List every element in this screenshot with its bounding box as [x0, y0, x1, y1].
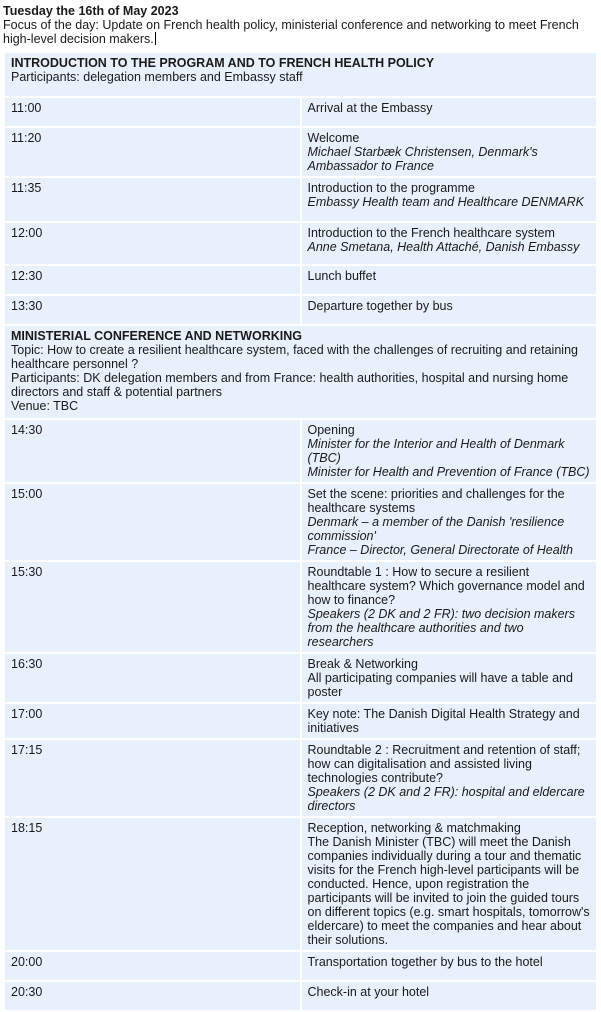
agenda-row: [4, 739, 597, 817]
row-speaker: Speakers (2 DK and 2 FR): hospital and eldercare directors: [307, 785, 585, 813]
agenda-row: [4, 483, 597, 561]
row-title: Transportation together by bus to the hotel: [307, 955, 543, 969]
agenda-row: [4, 419, 597, 483]
agenda-row: [4, 97, 597, 127]
row-body: [301, 177, 598, 222]
row-speaker: France – Director, General Directorate of Health: [307, 543, 573, 557]
row-body: [301, 739, 598, 817]
section-line: Venue: TBC: [11, 399, 79, 413]
agenda-row: [4, 817, 597, 951]
section-title: INTRODUCTION TO THE PROGRAM AND TO FRENCH HEALTH POLICY: [11, 56, 435, 70]
focus-text[interactable]: Focus of the day: Update on French health policy, ministerial conference and networking to meet French high-level decision makers.: [3, 18, 579, 46]
section-title: MINISTERIAL CONFERENCE AND NETWORKING: [11, 329, 302, 343]
row-speaker: Minister for the Interior and Health of Denmark (TBC): [307, 437, 565, 465]
row-title: Introduction to the programme: [307, 181, 475, 195]
agenda-row: [4, 177, 597, 222]
row-body: [301, 419, 598, 483]
row-title: Check-in at your hotel: [307, 985, 430, 999]
row-time: 11:35: [4, 177, 301, 222]
row-time: 18:15: [4, 817, 301, 951]
agenda-row: [4, 295, 597, 325]
row-time: 16:30: [4, 653, 301, 703]
agenda-row: [4, 561, 597, 653]
row-time: 14:30: [4, 419, 301, 483]
row-body: [301, 981, 598, 1011]
row-time: 15:30: [4, 561, 301, 653]
row-body: [301, 265, 598, 295]
row-time: 11:00: [4, 97, 301, 127]
agenda-row: [4, 265, 597, 295]
row-title: Roundtable 1 : How to secure a resilient healthcare system? Which governance model and how to finance?: [307, 565, 585, 607]
row-title: Arrival at the Embassy: [307, 101, 433, 115]
text-cursor: [155, 32, 156, 45]
row-body: [301, 97, 598, 127]
row-extra: The Danish Minister (TBC) will meet the Danish companies individually during a tour and thematic visits for the French high-level participants will be conducted. Hence, upon registration the participants will be invited to join the guided tours on different topics (e.g. smart hospitals, tomorrow's eldercare) to meet the companies and hear about their solutions.: [307, 835, 590, 947]
section-line: Participants: DK delegation members and from France: health authorities, hospital and nursing home directors and staff & potential partners: [11, 371, 569, 399]
row-title: Reception, networking & matchmaking: [307, 821, 521, 835]
row-extra: All participating companies will have a table and poster: [307, 671, 573, 699]
row-body: [301, 653, 598, 703]
row-body: [301, 295, 598, 325]
row-time: 12:30: [4, 265, 301, 295]
row-title: Set the scene: priorities and challenges for the healthcare systems: [307, 487, 565, 515]
agenda-table: [3, 51, 598, 1012]
agenda-row: [4, 951, 597, 981]
row-title: Lunch buffet: [307, 269, 377, 283]
row-time: 12:00: [4, 222, 301, 265]
row-title: Departure together by bus: [307, 299, 453, 313]
row-title: Opening: [307, 423, 355, 437]
row-speaker: Embassy Health team and Healthcare DENMARK: [307, 195, 585, 209]
agenda-row: [4, 127, 597, 177]
row-body: [301, 222, 598, 265]
agenda-row: [4, 981, 597, 1011]
agenda-row: [4, 703, 597, 739]
row-title: Roundtable 2 : Recruitment and retention of staff; how can digitalisation and assisted living technologies contribute?: [307, 743, 581, 785]
row-time: 11:20: [4, 127, 301, 177]
row-title: Welcome: [307, 131, 360, 145]
row-speaker: Speakers (2 DK and 2 FR): two decision makers from the healthcare authorities and two researchers: [307, 607, 575, 649]
row-body: [301, 561, 598, 653]
row-body: [301, 127, 598, 177]
row-time: 17:15: [4, 739, 301, 817]
row-title: Break & Networking: [307, 657, 418, 671]
row-speaker: Minister for Health and Prevention of France (TBC): [307, 465, 590, 479]
row-time: 13:30: [4, 295, 301, 325]
row-body: [301, 951, 598, 981]
section-line: Topic: How to create a resilient healthcare system, faced with the challenges of recruiting and retaining healthcare personnel ?: [11, 343, 578, 371]
row-speaker: Michael Starbæk Christensen, Denmark's Ambassador to France: [307, 145, 538, 173]
row-time: 15:00: [4, 483, 301, 561]
day-header: [0, 0, 601, 46]
row-title: Key note: The Danish Digital Health Strategy and initiatives: [307, 707, 580, 735]
row-speaker: Denmark – a member of the Danish 'resilience commission': [307, 515, 565, 543]
day-title: Tuesday the 16th of May 2023: [3, 4, 179, 18]
row-body: [301, 703, 598, 739]
agenda-row: [4, 222, 597, 265]
row-time: 17:00: [4, 703, 301, 739]
row-speaker: Anne Smetana, Health Attaché, Danish Embassy: [307, 240, 580, 254]
row-time: 20:30: [4, 981, 301, 1011]
row-body: [301, 817, 598, 951]
row-time: 20:00: [4, 951, 301, 981]
row-title: Introduction to the French healthcare system: [307, 226, 555, 240]
agenda-row: [4, 653, 597, 703]
section-line: Participants: delegation members and Embassy staff: [11, 70, 303, 84]
row-body: [301, 483, 598, 561]
section-conference: [4, 325, 597, 419]
section-intro: [4, 52, 597, 97]
